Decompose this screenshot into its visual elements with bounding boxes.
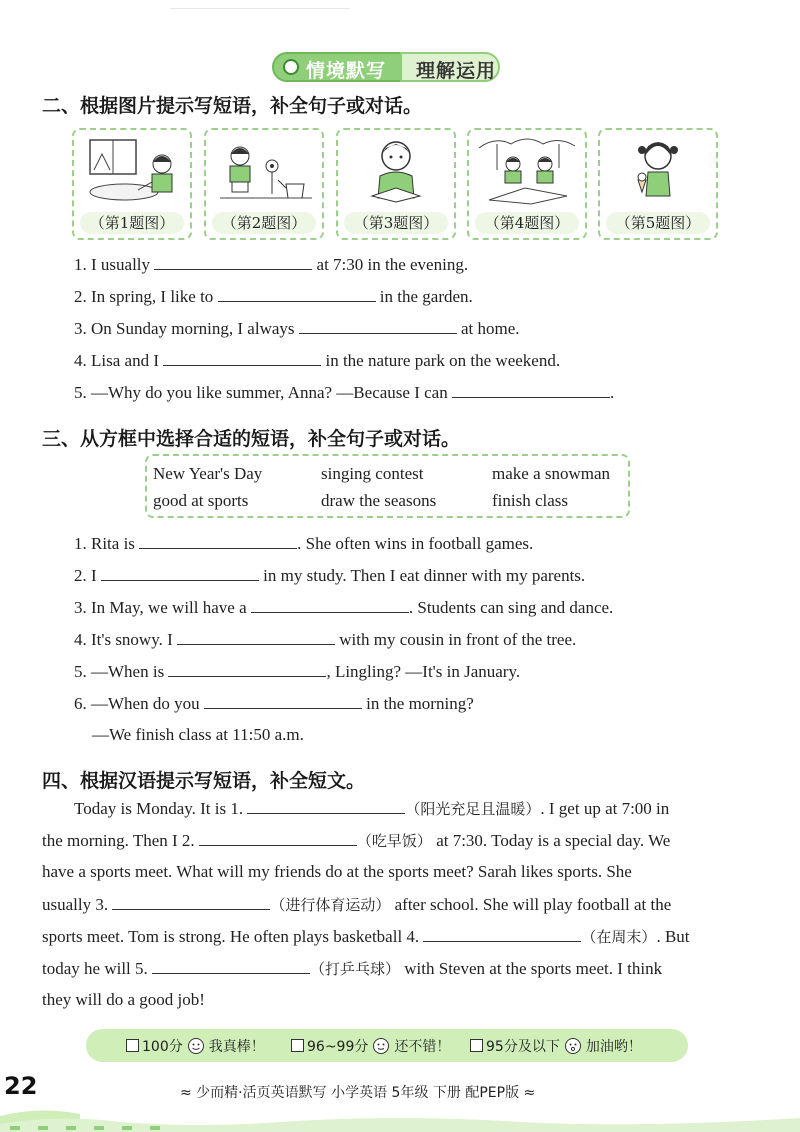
s4-line-3: have a sports meet. What will my friends do at the sports meet? Sarah likes sports. She [42, 862, 632, 881]
s3-item-4 [74, 629, 576, 650]
score-95-checkbox[interactable] [470, 1039, 483, 1052]
s4-line-6 [42, 958, 662, 979]
score-100-comment: 我真棒！ [208, 1039, 265, 1055]
s3-item-5 [74, 661, 520, 682]
word-option: draw the seasons [321, 491, 437, 510]
footer-text: ≈ 少而精·活页英语默写 小学英语 5年级 下册 配PEP版 ≈ [180, 1085, 536, 1101]
s4-l4a: usually 3. [42, 895, 113, 914]
s4-l1a: Today is Monday. It is 1. [74, 799, 248, 818]
s2-item-5-before: 5. —Why do you like summer, Anna? —Because I can [74, 383, 452, 402]
s4-l5b: . But [656, 927, 690, 946]
s4-hint-2: （吃早饭） [356, 832, 432, 850]
s4-hint-3: （进行体育运动） [270, 896, 391, 914]
s2-item-3 [74, 318, 520, 339]
word-option: singing contest [321, 464, 424, 483]
s3-item-5-after: , Lingling? —It's in January. [326, 662, 521, 681]
s4-l2a: the morning. Then I 2. [42, 831, 199, 850]
s3-item-2-after: in my study. Then I eat dinner with my parents. [258, 566, 586, 585]
score-95-label: 95分及以下 [486, 1039, 560, 1055]
s3-item-1-after: . She often wins in football games. [297, 534, 534, 553]
section3-title: 三、从方框中选择合适的短语，补全句子或对话。 [42, 428, 461, 450]
s4-blank-5[interactable] [152, 958, 310, 974]
picture-1 [72, 128, 192, 240]
badge-right [400, 52, 500, 82]
picture-2 [204, 128, 324, 240]
s4-line-7: they will do a good job! [42, 990, 205, 1009]
s4-blank-2[interactable] [199, 830, 357, 846]
picnic-icon [475, 134, 579, 206]
s3-item-3-after: . Students can sing and dance. [408, 598, 614, 617]
s2-item-4-after: in the nature park on the weekend. [321, 351, 561, 370]
boy-reading-icon [344, 134, 448, 206]
s2-item-4-blank[interactable] [163, 350, 321, 366]
score-100-checkbox[interactable] [126, 1039, 139, 1052]
s4-hint-4: （在周末） [581, 928, 657, 946]
s2-item-2-before: 2. In spring, I like to [74, 287, 218, 306]
score-96-label: 96~99分 [307, 1039, 369, 1055]
s2-item-2-after: in the garden. [375, 287, 473, 306]
girl-ice-cream-icon [606, 134, 710, 206]
top-rule [170, 8, 350, 9]
s3-item-3-before: 3. In May, we will have a [74, 598, 251, 617]
s4-blank-4[interactable] [423, 926, 581, 942]
s4-hint-5: （打乒乓球） [310, 960, 401, 978]
badge-right-text: 理解运用 [416, 60, 497, 82]
s2-item-2-blank[interactable] [218, 286, 376, 302]
score-100-label: 100分 [142, 1039, 183, 1055]
s2-item-3-after: at home. [456, 319, 520, 338]
s2-item-5-after: . [609, 383, 615, 402]
picture-5 [598, 128, 718, 240]
s3-item-5-before: 5. —When is [74, 662, 169, 681]
s4-blank-3[interactable] [112, 894, 270, 910]
s3-item-1-before: 1. Rita is [74, 534, 140, 553]
score-100 [126, 1036, 265, 1056]
cheer-face-icon [564, 1037, 582, 1055]
score-96-checkbox[interactable] [291, 1039, 304, 1052]
s3-item-4-blank[interactable] [177, 629, 335, 645]
s4-l6a: today he will 5. [42, 959, 153, 978]
s3-item-6-blank[interactable] [204, 693, 362, 709]
word-option: make a snowman [492, 464, 611, 483]
word-option: New Year's Day [153, 464, 263, 483]
section-badge [272, 52, 500, 82]
s4-line-2 [42, 830, 670, 851]
section2-title: 二、根据图片提示写短语，补全句子或对话。 [42, 95, 423, 117]
s3-item-2-before: 2. I [74, 566, 101, 585]
s3-item-2 [74, 565, 585, 586]
s2-item-3-before: 3. On Sunday morning, I always [74, 319, 299, 338]
word-option: good at sports [153, 491, 249, 510]
s2-item-3-blank[interactable] [299, 318, 457, 334]
s3-item-6 [74, 693, 474, 714]
s4-hint-1: （阳光充足且温暖） [405, 800, 541, 818]
picture-1-caption: （第1题图） [80, 212, 184, 234]
s2-item-4 [74, 350, 560, 371]
page-number: 22 [4, 1072, 38, 1100]
s2-item-1-blank[interactable] [154, 254, 312, 270]
s4-l4b: after school. She will play football at the [390, 895, 672, 914]
score-96 [291, 1036, 450, 1056]
s3-item-1 [74, 533, 533, 554]
word-box [145, 454, 630, 518]
picture-3-caption: （第3题图） [344, 212, 448, 234]
s3-item-1-blank[interactable] [139, 533, 297, 549]
s4-line-1 [74, 798, 669, 819]
s4-line-5 [42, 926, 690, 947]
smile-face-icon [372, 1037, 390, 1055]
s4-l1b: . I get up at 7:00 in [540, 799, 670, 818]
s3-item-6-after: in the morning? [361, 694, 474, 713]
score-bar [86, 1029, 688, 1062]
s3-item-6-before: 6. —When do you [74, 694, 204, 713]
s4-line-4 [42, 894, 671, 915]
s3-item-3-blank[interactable] [251, 597, 409, 613]
girl-watering-icon [212, 134, 316, 206]
picture-5-caption: （第5题图） [606, 212, 710, 234]
score-95-comment: 加油哟！ [585, 1039, 642, 1055]
s2-item-1-after: at 7:30 in the evening. [312, 255, 469, 274]
s2-item-1 [74, 254, 468, 275]
s3-item-4-after: with my cousin in front of the tree. [335, 630, 577, 649]
s3-item-4-before: 4. It's snowy. I [74, 630, 178, 649]
s4-l2b: at 7:30. Today is a special day. We [431, 831, 671, 850]
s3-answer-line: —We finish class at 11:50 a.m. [92, 725, 304, 744]
section4-title: 四、根据汉语提示写短语，补全短文。 [42, 770, 366, 792]
girl-painting-icon [80, 134, 184, 206]
badge-left [272, 52, 405, 82]
s4-l6b: with Steven at the sports meet. I think [400, 959, 663, 978]
badge-left-text: 情境默写 [306, 60, 387, 82]
picture-4-caption: （第4题图） [475, 212, 579, 234]
word-option: finish class [492, 491, 569, 510]
picture-2-caption: （第2题图） [212, 212, 316, 234]
score-95 [470, 1036, 642, 1056]
thumbs-up-face-icon [187, 1037, 205, 1055]
pencil-icon [283, 59, 299, 75]
s4-blank-1[interactable] [247, 798, 405, 814]
s4-l5a: sports meet. Tom is strong. He often plays basketball 4. [42, 927, 424, 946]
s3-item-5-blank[interactable] [168, 661, 326, 677]
score-96-comment: 还不错！ [394, 1039, 451, 1055]
s3-item-2-blank[interactable] [101, 565, 259, 581]
s2-item-5-blank[interactable] [452, 382, 610, 398]
picture-4 [467, 128, 587, 240]
s2-item-4-before: 4. Lisa and I [74, 351, 164, 370]
picture-3 [336, 128, 456, 240]
s2-item-2 [74, 286, 473, 307]
s3-item-3 [74, 597, 613, 618]
s2-item-5 [74, 382, 614, 403]
s2-item-1-before: 1. I usually [74, 255, 155, 274]
